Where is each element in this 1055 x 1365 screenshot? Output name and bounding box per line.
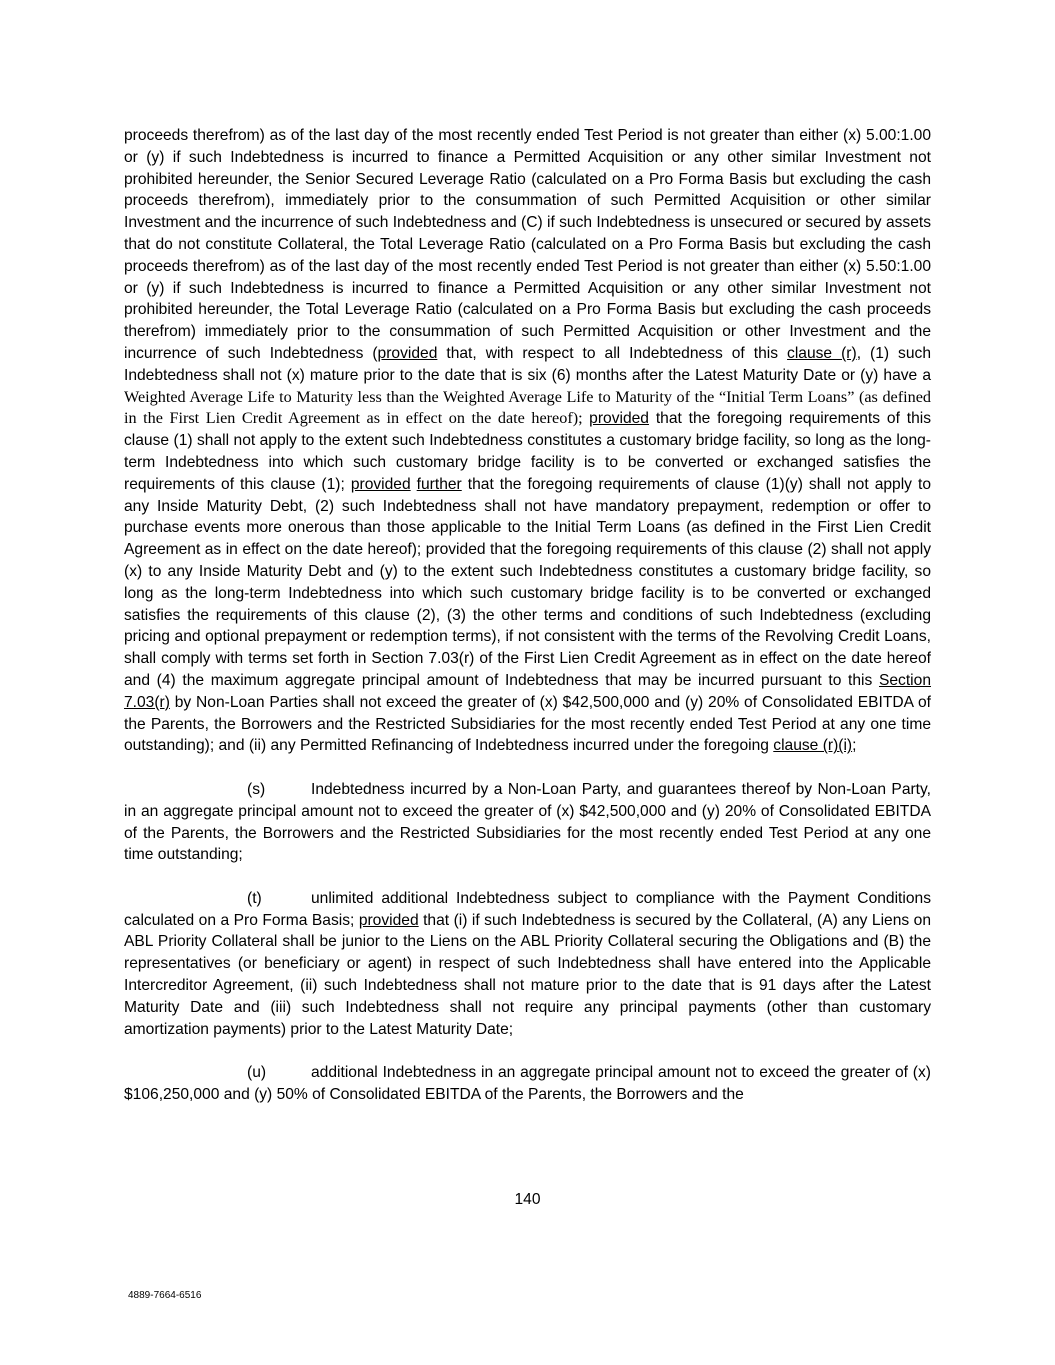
- clause-r-text-5: that the foregoing requirements of clause (1)(y) shall not apply to any Inside Maturity Debt, (2) such Indebtedness shall not have mandatory prepayment, redemption or offer to purchase events more onerous than those applicable to the Initial Term Loans (as defined in the First Lien Credit Agreement as in effect on the date hereof); provided that the foregoing requirements of this clause (2) shall not apply (x) to any Inside Maturity Debt and (y) to the extent such Indebtedness constitutes a customary bridge facility, so long as the long-term Indebtedness into which such customary bridge facility is to be converted or exchanged satisfies the requirements of this clause (2), (3) the other terms and conditions of such Indebtedness (excluding pricing and optional prepayment or redemption terms), if not consistent with the terms of the Revolving Credit Loans, shall comply with terms set forth in Section 7.03(r) of the First Lien Credit Agreement as in effect on the date hereof and (4) the maximum aggregate principal amount of Indebtedness that may be incurred pursuant to this: [124, 475, 931, 689]
- clause-s-label: (s): [247, 780, 266, 798]
- paragraph-clause-u: [124, 1062, 931, 1106]
- provided-term-1: provided: [377, 344, 438, 362]
- clause-t-text-1: unlimited additional Indebtedness subject to compliance with the Payment Conditions calculated on a Pro Forma Basis;: [124, 889, 931, 929]
- clause-u-text: additional Indebtedness in an aggregate principal amount not to exceed the greater of (x) $106,250,000 and (y) 50% of Consolidated EBITDA of the Parents, the Borrowers and the: [124, 1064, 931, 1104]
- provided-term-t: provided: [358, 911, 419, 929]
- paragraph-clause-t: [124, 888, 931, 1041]
- clause-r-i-reference: clause (r)(i): [773, 737, 853, 755]
- page-number: 140: [514, 1191, 541, 1208]
- clause-r-text-3: , (1) such Indebtedness shall not (x) mature prior to the date that is six (6) months after the Latest Maturity Date or (y) have a: [124, 344, 931, 384]
- clause-r-text-4: that the foregoing requirements of this clause (1) shall not apply to the extent such Indebtedness constitutes a customary bridge facility, so long as the long-term Indebtedness into which such customary bridge facility is to be converted or exchanged satisfies the requirements of this clause (1);: [124, 410, 932, 493]
- further-term: further: [416, 475, 462, 493]
- clause-r-text-7: ;: [852, 737, 857, 755]
- paragraph-clause-s: [124, 779, 931, 866]
- paragraph-clause-r-continued: [124, 125, 931, 757]
- clause-r-text-2: that, with respect to all Indebtedness of this: [437, 344, 788, 362]
- clause-t-text-2: that (i) if such Indebtedness is secured by the Collateral, (A) any Liens on ABL Priority Collateral shall be junior to the Liens on the ABL Priority Collateral securing the Obligations and (B) the representatives (or beneficiary or agent) in respect of such Indebtedness shall have entered into the Applicable Intercreditor Agreement, (ii) such Indebtedness shall not mature prior to the date that is 91 days after the Latest Maturity Date and (iii) such Indebtedness shall not require any principal payments (other than customary amortization payments) prior to the Latest Maturity Date;: [124, 911, 932, 1038]
- clause-r-text-6: by Non-Loan Parties shall not exceed the greater of (x) $42,500,000 and (y) 20% of Consolidated EBITDA of the Parents, the Borrowers and the Restricted Subsidiaries for the most recently ended Test Period at any one time outstanding); and (ii) any Permitted Refinancing of Indebtedness incurred under the foregoing: [124, 693, 931, 755]
- provided-term-2: provided: [589, 410, 649, 428]
- document-body: [124, 125, 931, 1106]
- clause-r-serif-text: Weighted Average Life to Maturity less than the Weighted Average Life to Maturity of the “Initial Term Loans” (as defined in the First Lien Credit Agreement as in effect on the date hereof);: [124, 387, 931, 428]
- clause-r-text-1: proceeds therefrom) as of the last day of the most recently ended Test Period is not greater than either (x) 5.00:1.00 or (y) if such Indebtedness is incurred to finance a Permitted Acquisition or any other similar Investment not prohibited hereunder, the Senior Secured Leverage Ratio (calculated on a Pro Forma Basis but excluding the cash proceeds therefrom), immediately prior to the consummation of such Permitted Acquisition or other similar Investment and the incurrence of such Indebtedness and (C) if such Indebtedness is unsecured or secured by assets that do not constitute Collateral, the Total Leverage Ratio (calculated on a Pro Forma Basis but excluding the cash proceeds therefrom) as of the last day of the most recently ended Test Period is not greater than either (x) 5.50:1.00 or (y) if such Indebtedness is incurred to finance a Permitted Acquisition or any other similar Investment not prohibited hereunder, the Total Leverage Ratio (calculated on a Pro Forma Basis but excluding the cash proceeds therefrom) immediately prior to the consummation of such Permitted Acquisition or other Investment and the incurrence of such Indebtedness (: [124, 127, 932, 362]
- clause-t-label: (t): [247, 889, 262, 907]
- section-reference: Section 7.03(r): [124, 671, 931, 711]
- document-id: 4889-7664-6516: [128, 1290, 202, 1301]
- provided-term-3: provided: [350, 475, 411, 493]
- clause-u-label: (u): [247, 1064, 267, 1082]
- clause-r-reference: clause (r): [787, 344, 857, 362]
- clause-s-text: Indebtedness incurred by a Non-Loan Party, and guarantees thereof by Non-Loan Party, in an aggregate principal amount not to exceed the greater of (x) $42,500,000 and (y) 20% of Consolidated EBITDA of the Parents, the Borrowers and the Restricted Subsidiaries for the most recently ended Test Period at any one time outstanding;: [124, 780, 931, 864]
